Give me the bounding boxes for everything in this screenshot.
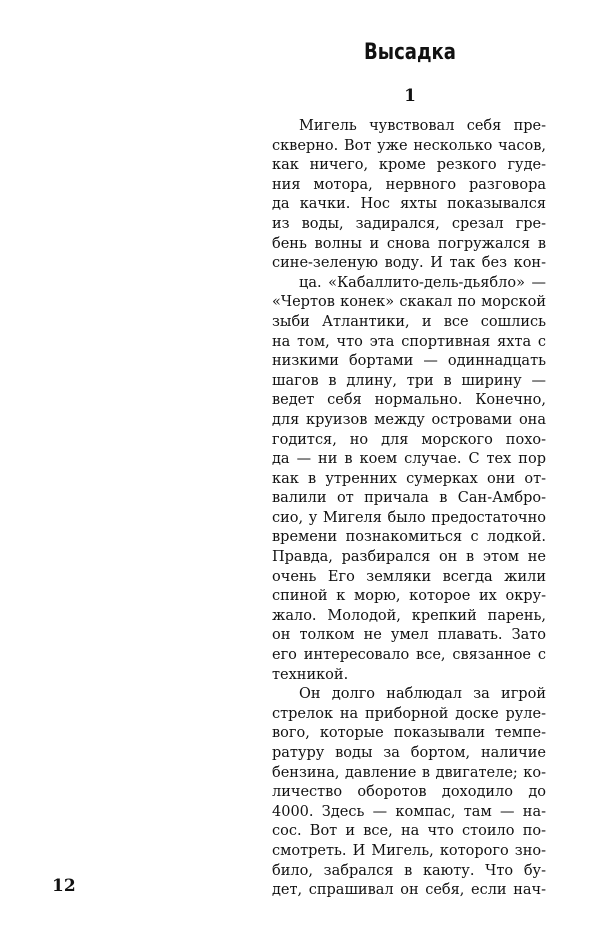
- text-line: из воды, задирался, срезал гре-: [272, 215, 546, 232]
- text-line: сио, у Мигеля было предостаточно: [272, 509, 546, 526]
- text-line: личество оборотов доходило до: [272, 784, 546, 801]
- text-line: годится, но для морского похо-: [272, 431, 546, 448]
- text-line: его интересовало все, связанное с: [272, 647, 546, 664]
- text-line: бензина, давление в двигателе; ко-: [272, 764, 546, 781]
- body-text: [272, 117, 546, 901]
- page-number: 12: [52, 876, 76, 896]
- text-line: ведет себя нормально. Конечно,: [272, 392, 546, 409]
- text-line: шагов в длину, три в ширину —: [272, 372, 546, 389]
- text-line: для круизов между островами она: [272, 411, 546, 428]
- text-line: Мигель чувствовал себя пре-: [299, 118, 546, 134]
- text-line: сине-зеленую воду. И так без кон-: [272, 255, 546, 272]
- text-line: стрелок на приборной доске руле-: [272, 705, 546, 722]
- text-line: било, забрался в каюту. Что бу-: [272, 862, 546, 879]
- text-line: ратуру воды за бортом, наличие: [272, 745, 546, 761]
- chapter-title: Высадка: [364, 40, 456, 65]
- text-line: как в утренних сумерках они от-: [272, 470, 546, 487]
- text-line: сос. Вот и все, на что стоило по-: [272, 823, 546, 840]
- text-line: на том, что эта спортивная яхта с: [272, 333, 546, 350]
- text-line: Правда, разбирался он в этом не: [272, 549, 546, 566]
- text-line: вого, которые показывали темпе-: [272, 725, 546, 742]
- text-line: он толком не умел плавать. Зато: [272, 627, 546, 644]
- text-line: дет, спрашивал он себя, если нач-: [272, 882, 546, 899]
- text-line: техникой.: [272, 666, 349, 683]
- text-line: да качки. Нос яхты показывался: [272, 196, 546, 213]
- section-number: 1: [404, 86, 416, 106]
- text-line: как ничего, кроме резкого гуде-: [272, 157, 546, 174]
- text-line: ния мотора, нервного разговора: [272, 176, 546, 193]
- text-line: Он долго наблюдал за игрой: [299, 686, 546, 703]
- text-line: да — ни в коем случае. С тех пор: [272, 451, 546, 468]
- text-line: времени познакомиться с лодкой.: [272, 529, 546, 546]
- text-line: спиной к морю, которое их окру-: [272, 588, 546, 605]
- text-line: ца. «Кабаллито-дель-дьябло» —: [299, 274, 546, 291]
- text-line: зыби Атлантики, и все сошлись: [272, 313, 546, 330]
- text-line: валили от причала в Сан-Амбро-: [272, 490, 546, 507]
- text-line: скверно. Вот уже несколько часов,: [272, 137, 546, 154]
- text-line: смотреть. И Мигель, которого зно-: [272, 842, 546, 859]
- text-line: очень Его земляки всегда жили: [272, 568, 546, 585]
- text-line: низкими бортами — одиннадцать: [272, 353, 546, 370]
- text-line: 4000. Здесь — компас, там — на-: [272, 803, 546, 820]
- text-line: жало. Молодой, крепкий парень,: [272, 607, 546, 624]
- text-line: «Чертов конек» скакал по морской: [272, 294, 546, 311]
- text-line: бень волны и снова погружался в: [272, 235, 546, 252]
